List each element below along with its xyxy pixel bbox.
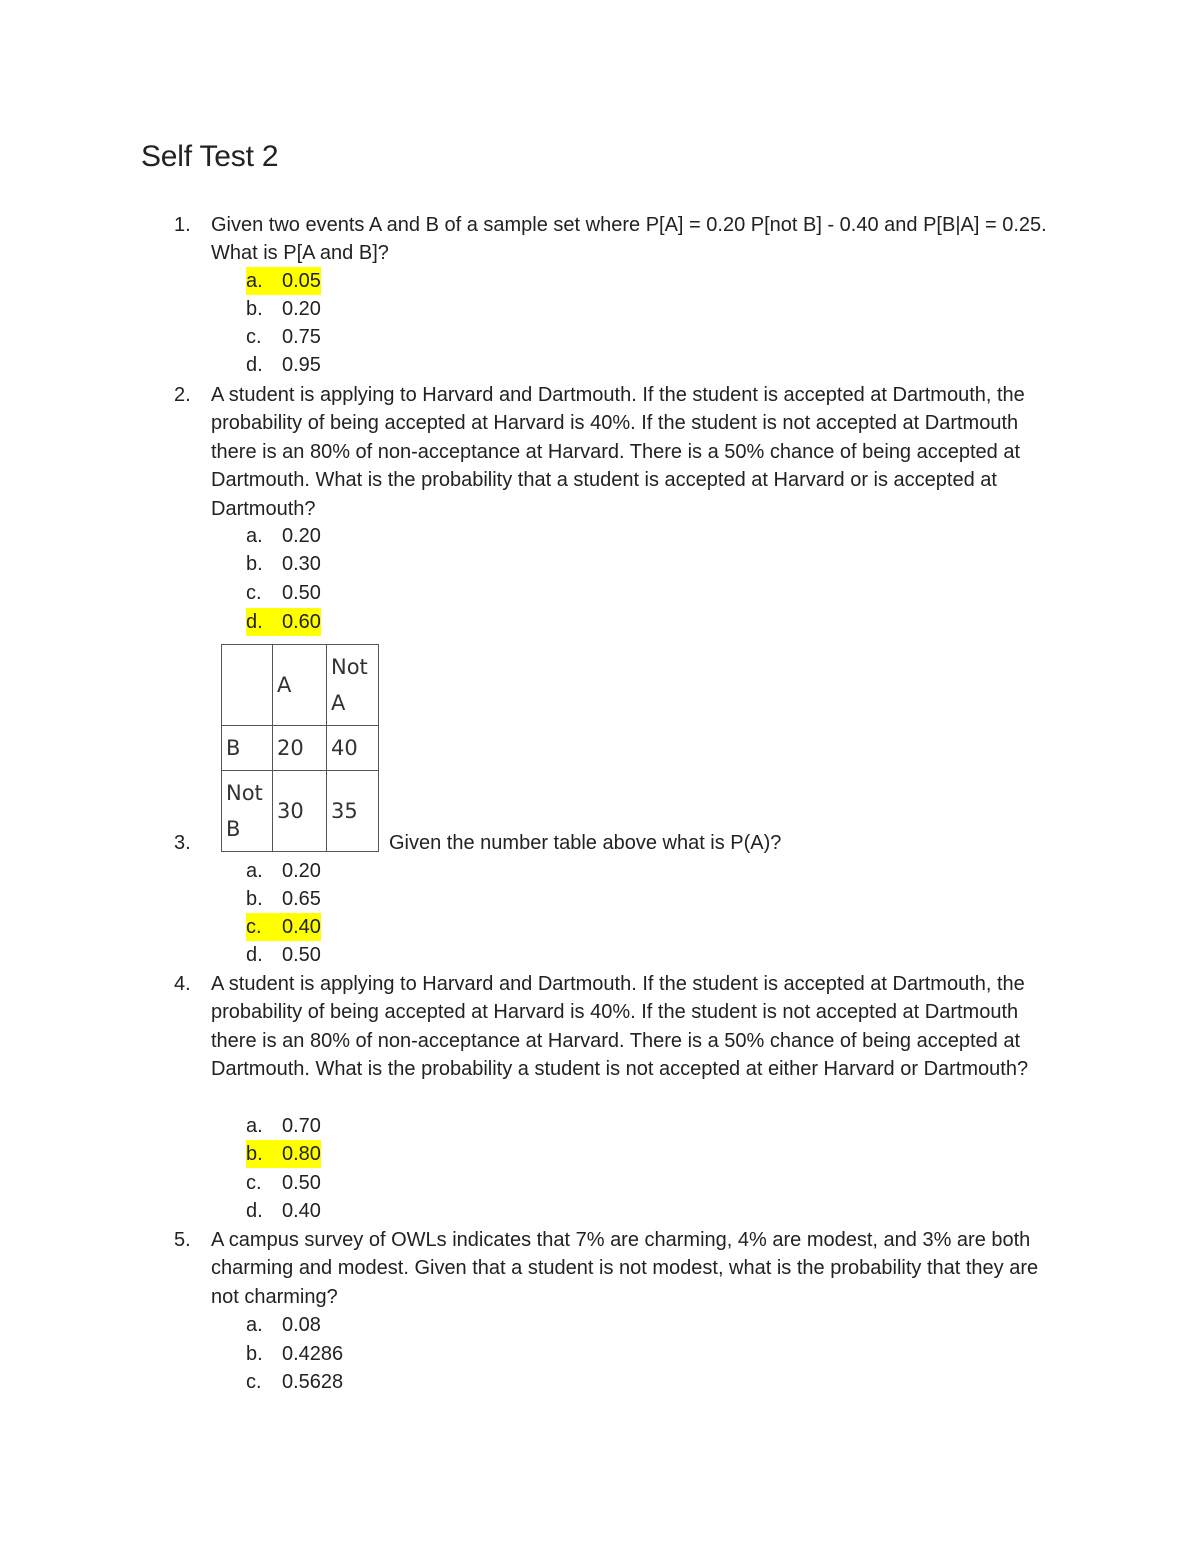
option-value: 0.95 [282,354,321,376]
question-text: A student is applying to Harvard and Dartmouth. If the student is accepted at Dartmouth, the probability of being accepted at Harvard is 40%. If the student is not accepted at Dartmouth there is an 80% of non-acceptance at Harvard. There is a 50% chance of being accepted at Dartmouth. What is the probability a student is not accepted at either Harvard or Dartmouth? [211,973,1029,1081]
option-value: 0.4286 [282,1343,344,1365]
option-letter: c. [246,1371,262,1393]
option-a [246,1112,321,1140]
question-number: 5. [174,1229,191,1251]
option-value: 0.65 [282,888,321,910]
table-row-header: Not B [222,771,273,852]
option-d [246,351,321,379]
table-cell: 30 [273,771,327,852]
option-value: 0.20 [282,525,321,547]
option-value: 0.20 [282,860,321,882]
option-a [246,857,321,885]
contingency-table [221,644,379,852]
option-value: 0.05 [282,270,321,292]
option-value: 0.20 [282,298,321,320]
option-value: 0.40 [282,1200,321,1222]
option-letter: c. [246,916,262,938]
question-text: A campus survey of OWLs indicates that 7% are charming, 4% are modest, and 3% are both charming and modest. Given that a student is not modest, what is the probability that they are not charming? [211,1229,1039,1308]
option-letter: c. [246,1172,262,1194]
option-a [246,267,321,295]
option-c [246,913,321,941]
option-value: 0.50 [282,582,321,604]
page-title: Self Test 2 [141,140,279,173]
table-cell: 40 [327,726,379,771]
option-d [246,608,321,636]
option-d [246,941,321,969]
option-letter: a. [246,1314,263,1336]
option-b [246,550,321,578]
option-value: 0.08 [282,1314,321,1336]
option-letter: b. [246,298,263,320]
table-header-row [222,645,379,726]
option-value: 0.80 [282,1143,321,1165]
option-b [246,885,321,913]
question-number: 3. [174,832,191,854]
option-c [246,1169,321,1197]
option-letter: a. [246,270,263,292]
question-number: 1. [174,214,191,236]
option-letter: b. [246,888,263,910]
option-letter: a. [246,860,263,882]
option-value: 0.50 [282,944,321,966]
option-c [246,579,321,607]
option-letter: a. [246,525,263,547]
option-value: 0.50 [282,1172,321,1194]
table-row [222,726,379,771]
option-wrap [246,270,321,292]
question-text: Given the number table above what is P(A)? [389,832,782,854]
table-header-cell: Not A [327,645,379,726]
option-value: 0.30 [282,553,321,575]
question-text: A student is applying to Harvard and Dartmouth. If the student is accepted at Dartmouth, the probability of being accepted at Harvard is 40%. If the student is not accepted at Dartmouth there is an 80% of non-acceptance at Harvard. There is a 50% chance of being accepted at Dartmouth. What is the probability that a student is accepted at Harvard or is accepted at Dartmouth? [211,384,1025,520]
option-d [246,1197,321,1225]
option-c [246,1368,343,1396]
option-letter: b. [246,1143,263,1165]
option-letter: c. [246,326,262,348]
option-value: 0.60 [282,611,321,633]
table-cell: 35 [327,771,379,852]
table-header-cell: A [273,645,327,726]
table-cell [222,645,273,726]
option-letter: d. [246,944,263,966]
option-letter: d. [246,354,263,376]
option-letter: d. [246,1200,263,1222]
option-value: 0.40 [282,916,321,938]
option-value: 0.70 [282,1115,321,1137]
question-number: 4. [174,973,191,995]
table-cell: 20 [273,726,327,771]
option-b [246,1140,321,1168]
option-letter: b. [246,553,263,575]
option-value: 0.75 [282,326,321,348]
option-value: 0.5628 [282,1371,344,1393]
table-row-header: B [222,726,273,771]
option-b [246,1340,343,1368]
question-text: Given two events A and B of a sample set where P[A] = 0.20 P[not B] - 0.40 and P[B|A] = 0.25. What is P[A and B]? [211,214,1047,265]
option-b [246,295,321,323]
option-letter: d. [246,611,263,633]
option-c [246,323,321,351]
option-letter: a. [246,1115,263,1137]
table-row [222,771,379,852]
option-letter: c. [246,582,262,604]
option-a [246,1311,321,1339]
option-a [246,522,321,550]
question-number: 2. [174,384,191,406]
option-letter: b. [246,1343,263,1365]
